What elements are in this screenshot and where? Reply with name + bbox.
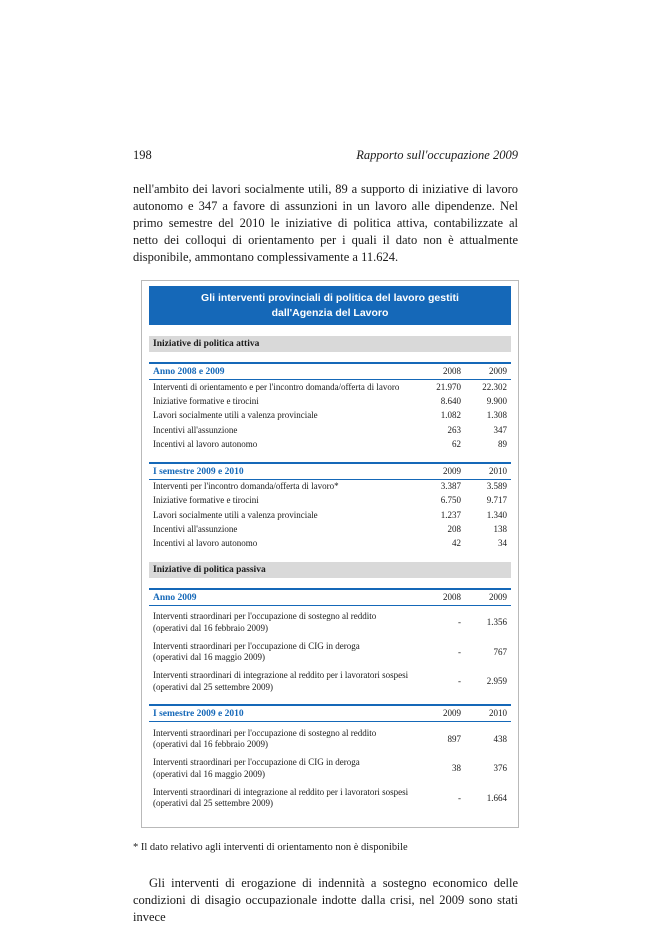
row-label-sub: (operativi dal 16 febbraio 2009): [153, 622, 268, 633]
statistics-table: [141, 280, 519, 828]
section-band-active: Iniziative di politica attiva: [149, 336, 511, 352]
table-row: [149, 610, 511, 636]
row-value-2: 1.308: [486, 410, 507, 421]
row-value-2: 138: [493, 523, 507, 534]
page-content: [133, 148, 518, 926]
table-row: [149, 494, 511, 508]
group-col1: 2009: [443, 708, 461, 719]
row-label: [153, 728, 415, 751]
row-label: [153, 670, 415, 693]
running-title: Rapporto sull'occupazione 2009: [356, 148, 518, 162]
group-header-label: I semestre 2009 e 2010: [153, 709, 244, 720]
row-value-2: 767: [493, 646, 507, 657]
row-value-2: 22.302: [482, 381, 507, 392]
row-value-2: 347: [493, 424, 507, 435]
row-value-1: 263: [447, 424, 461, 435]
group-header: [149, 704, 511, 722]
table-title-line2: dall'Agenzia del Lavoro: [271, 306, 389, 319]
table-row: [149, 480, 511, 494]
table-row: [149, 395, 511, 409]
group-col2: 2009: [489, 591, 507, 602]
row-value-1: 8.640: [440, 396, 461, 407]
row-value-1: 6.750: [440, 495, 461, 506]
row-value-2: 3.589: [486, 481, 507, 492]
table-row: [149, 785, 511, 811]
row-label: [153, 641, 415, 664]
row-label: [153, 757, 415, 780]
group-header-label: Anno 2008 e 2009: [153, 367, 225, 378]
table-title: [149, 286, 511, 325]
row-label-main: Interventi straordinari di integrazione al reddito per i lavoratori sospesi: [153, 786, 409, 797]
running-head: [133, 148, 518, 163]
row-label-main: Interventi straordinari per l'occupazione di CIG in deroga: [153, 757, 360, 768]
row-label: Lavori socialmente utili a valenza provinciale: [153, 410, 318, 421]
row-label: Lavori socialmente utili a valenza provinciale: [153, 509, 318, 520]
row-value-2: 34: [498, 538, 507, 549]
row-label: [153, 611, 415, 634]
row-label-main: Interventi straordinari per l'occupazione di sostegno al reddito: [153, 611, 377, 622]
row-label: Interventi di orientamento e per l'incontro domanda/offerta di lavoro: [153, 381, 400, 392]
group-col2: 2010: [489, 465, 507, 476]
table-row: [149, 756, 511, 782]
section-band-passive: Iniziative di politica passiva: [149, 562, 511, 578]
paragraph-bottom: Gli interventi di erogazione di indennità a sostegno economico delle condizioni di disagio occupazionale indotte dalla crisi, nel 2009 sono stati invece: [133, 875, 518, 924]
group-header-label: I semestre 2009 e 2010: [153, 466, 244, 477]
row-label: Incentivi all'assunzione: [153, 523, 238, 534]
paragraph-top: nell'ambito dei lavori socialmente utili, 89 a supporto di iniziative di lavoro autonomo e 347 a favore di assunzioni in un lavoro alle dipendenze. Nel primo semestre del 2010 le iniziative di politica attiva, contabilizzate al netto dei colloqui di orientamento per i quali il dato non è attualmente disponibile, ammontano complessivamente a 11.624.: [133, 182, 518, 264]
table-row: [149, 522, 511, 536]
row-value-2: 1.356: [486, 617, 507, 627]
group-header: [149, 462, 511, 480]
row-label: Incentivi al lavoro autonomo: [153, 438, 258, 449]
row-label-sub: (operativi dal 25 settembre 2009): [153, 798, 273, 809]
row-value-2: 9.717: [486, 495, 507, 506]
group-col1: 2008: [443, 366, 461, 377]
row-label-sub: (operativi dal 25 settembre 2009): [153, 681, 273, 692]
group-col1: 2008: [443, 591, 461, 602]
table-row: [149, 669, 511, 695]
row-value-2: 89: [498, 438, 507, 449]
row-label: Iniziative formative e tirocini: [153, 495, 259, 506]
row-label: Incentivi al lavoro autonomo: [153, 538, 258, 549]
row-label-sub: (operativi dal 16 maggio 2009): [153, 652, 265, 663]
row-value-1: 897: [447, 733, 461, 744]
group-col2: 2010: [489, 708, 507, 719]
row-label: [153, 787, 415, 810]
row-value-1: -: [458, 646, 461, 657]
table-row: [149, 537, 511, 551]
group-header: [149, 362, 511, 380]
group-header-label: Anno 2009: [153, 592, 197, 603]
row-value-1: 42: [452, 538, 461, 549]
table-row: [149, 409, 511, 423]
row-label: Incentivi all'assunzione: [153, 424, 238, 435]
table-row: [149, 423, 511, 437]
row-value-1: 208: [447, 523, 461, 534]
row-value-1: 1.237: [440, 509, 461, 520]
table-row: [149, 437, 511, 451]
row-value-2: 2.959: [486, 676, 507, 686]
table-row: [149, 508, 511, 522]
row-label-sub: (operativi dal 16 febbraio 2009): [153, 739, 268, 750]
row-value-2: 1.664: [486, 792, 507, 803]
row-value-2: 9.900: [486, 396, 507, 407]
row-label: Iniziative formative e tirocini: [153, 396, 259, 407]
row-value-1: 21.970: [436, 381, 461, 392]
page-number: 198: [133, 148, 152, 162]
footnote: * Il dato relativo agli interventi di orientamento non è disponibile: [133, 841, 408, 853]
table-title-line1: Gli interventi provinciali di politica del lavoro gestiti: [201, 292, 459, 304]
row-value-1: 62: [452, 438, 461, 449]
row-value-1: -: [458, 792, 461, 803]
row-value-1: 1.082: [440, 410, 461, 421]
row-value-1: -: [458, 617, 461, 627]
row-label-main: Interventi straordinari per l'occupazione di sostegno al reddito: [153, 727, 377, 738]
row-label-main: Interventi straordinari di integrazione al reddito per i lavoratori sospesi: [153, 670, 409, 681]
table-row: [149, 726, 511, 752]
row-value-1: -: [458, 676, 461, 686]
group-col2: 2009: [489, 366, 507, 377]
row-label-sub: (operativi dal 16 maggio 2009): [153, 768, 265, 779]
row-label-main: Interventi straordinari per l'occupazione di CIG in deroga: [153, 640, 360, 651]
table-row: [149, 639, 511, 665]
row-value-1: 38: [452, 763, 461, 773]
row-value-2: 1.340: [486, 509, 507, 520]
table-row: [149, 380, 511, 394]
row-value-2: 376: [493, 763, 507, 773]
row-value-2: 438: [493, 733, 507, 744]
row-value-1: 3.387: [440, 481, 461, 492]
group-col1: 2009: [443, 465, 461, 476]
group-header: [149, 588, 511, 606]
row-label: Interventi per l'incontro domanda/offerta di lavoro*: [153, 481, 339, 492]
